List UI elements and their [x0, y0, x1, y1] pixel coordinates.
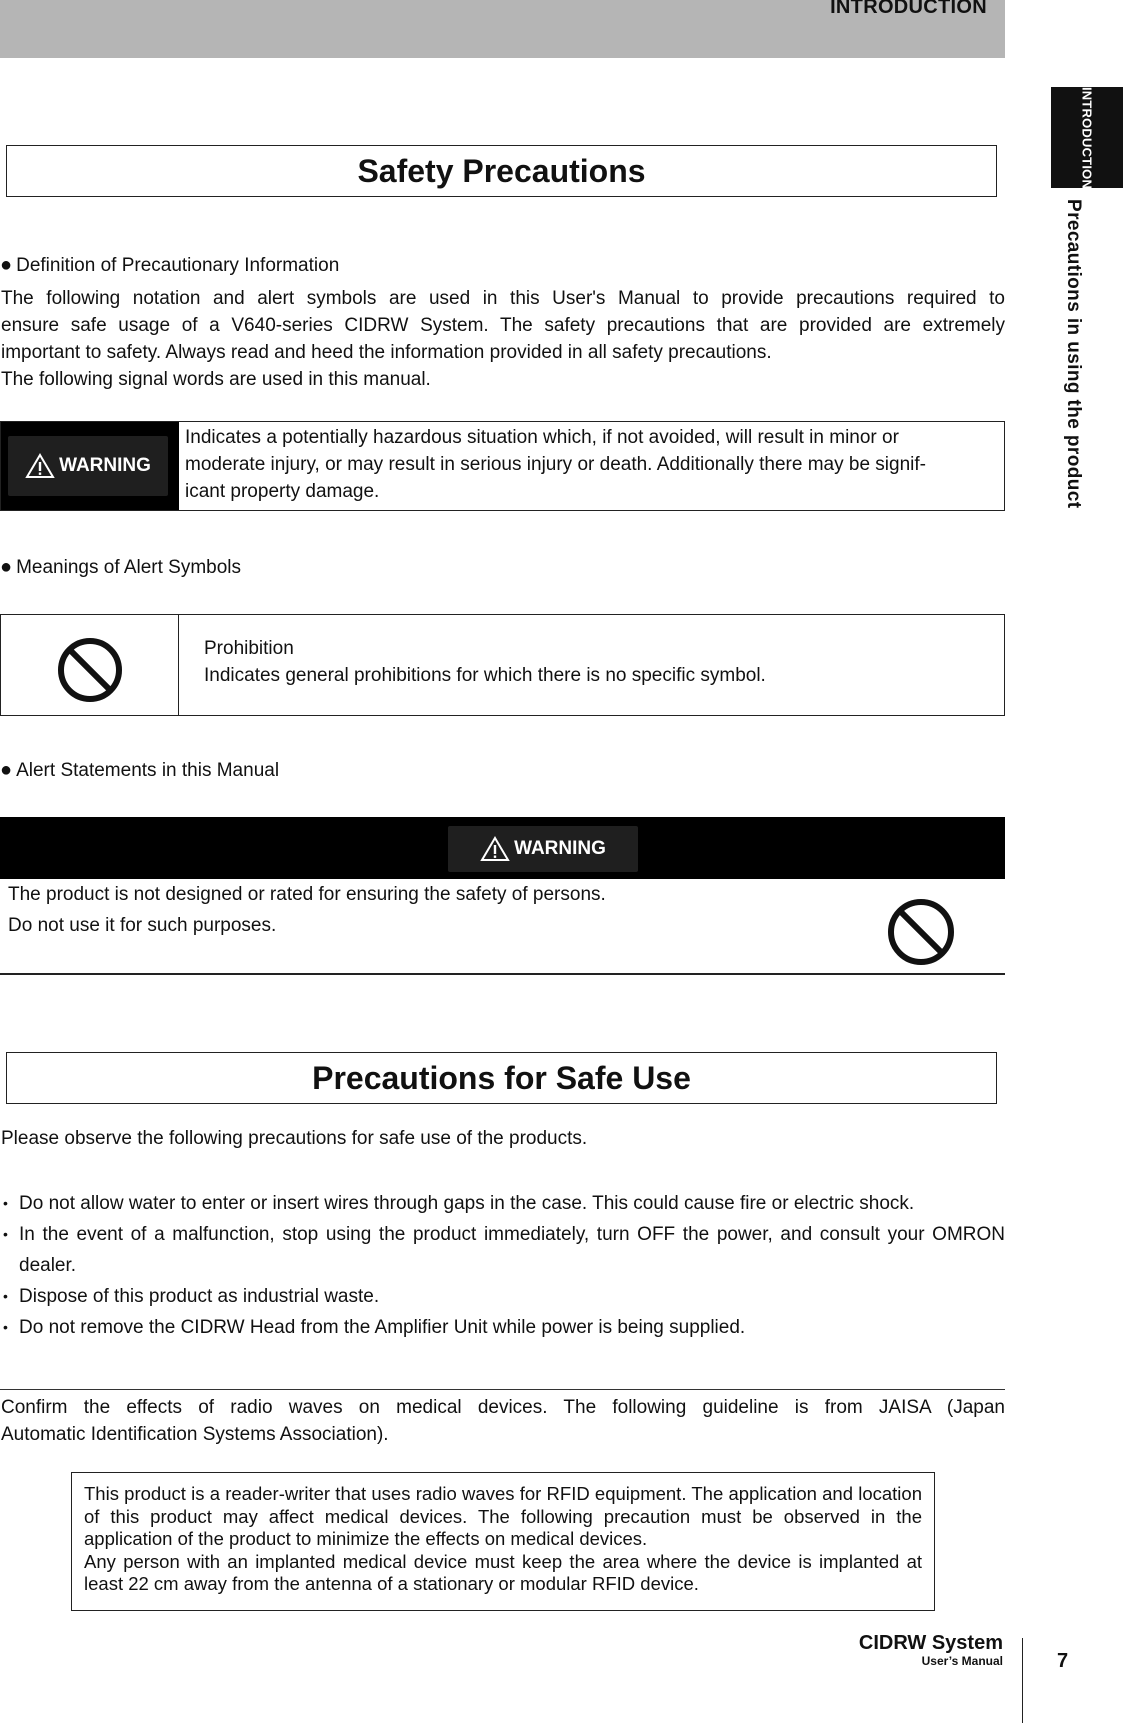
side-tab: [1051, 87, 1123, 188]
notice-paragraph: This product is a reader-writer that uses radio waves for RFID equipment. The application and location of this product may affect medical devices. The following precaution must be observed in the application of the product to minimize the effects on medical devices.: [84, 1483, 922, 1550]
black-circle-bullet-icon: ●: [0, 254, 13, 276]
radio-waves-paragraph: Confirm the effects of radio waves on medical devices. The following guideline is from JAISA (Japan Automatic Identification Systems Association).: [1, 1397, 1005, 1445]
alert-symbol-table: [0, 614, 1005, 716]
footer-manual: User’s Manual: [921, 1654, 1003, 1668]
footer-divider: [1022, 1638, 1023, 1723]
safe-use-list: [1, 1188, 1005, 1343]
safe-use-title: Precautions for Safe Use: [6, 1052, 997, 1104]
signal-word-cell: [1, 422, 179, 510]
alert-symbols-heading: ● Meanings of Alert Symbols: [0, 556, 242, 578]
black-circle-bullet-icon: ●: [0, 759, 13, 781]
footer-product: CIDRW System: [858, 1632, 1003, 1654]
black-circle-bullet-icon: ●: [0, 556, 13, 578]
divider: [0, 1389, 1005, 1390]
list-item: • Do not allow water to enter or insert wires through gaps in the case. This could cause fire or electric shock.: [1, 1188, 1005, 1219]
list-item: • Do not remove the CIDRW Head from the Amplifier Unit while power is being supplied.: [1, 1312, 1005, 1343]
definition-paragraph: [1, 285, 1005, 393]
definition-line: ensure safe usage of a V640-series CIDRW System. The safety precautions that are provided are extremely: [1, 315, 1005, 336]
warning-definition: Indicates a potentially hazardous situation which, if not avoided, will result in minor or moderate injury, or may result in serious injury or death. Additionally there may be signif- icant property damage.: [185, 427, 926, 502]
header-title: INTRODUCTION: [830, 0, 987, 18]
warning-triangle-icon: [25, 453, 55, 479]
divider: [0, 973, 1005, 975]
medical-device-notice-box: [71, 1472, 935, 1611]
prohibition-description: [204, 635, 766, 689]
warning-triangle-icon: [480, 836, 510, 862]
definition-line: important to safety. Always read and heed the information provided in all safety precautions.: [1, 342, 772, 363]
symbol-cell: [1, 615, 179, 715]
definition-heading: ● Definition of Precautionary Information: [0, 254, 340, 276]
prohibition-icon: [887, 898, 955, 966]
notice-paragraph: Any person with an implanted medical device must keep the area where the device is implanted at least 22 cm away from the antenna of a stationary or modular RFID device.: [84, 1550, 922, 1595]
safety-precautions-title: Safety Precautions: [6, 145, 997, 197]
alert-statement-text: The product is not designed or rated for ensuring the safety of persons. Do not use it for such purposes.: [8, 884, 606, 936]
side-tab-label: INTRODUCTION: [1079, 86, 1095, 189]
list-item: • In the event of a malfunction, stop using the product immediately, turn OFF the power, and consult your OMRON dealer.: [1, 1219, 1005, 1281]
alert-statements-heading: ● Alert Statements in this Manual: [0, 759, 280, 781]
list-item: • Dispose of this product as industrial waste.: [1, 1281, 1005, 1312]
prohibition-title: Prohibition: [204, 638, 294, 659]
signal-words-line: The following signal words are used in this manual.: [1, 369, 431, 390]
warning-badge: WARNING: [448, 826, 638, 872]
alert-warning-bar: [0, 817, 1005, 879]
signal-word-table: [0, 421, 1005, 511]
prohibition-icon: [57, 637, 123, 703]
warning-badge: WARNING: [8, 436, 168, 496]
definition-line: The following notation and alert symbols are used in this User's Manual to provide precautions required to: [1, 288, 1005, 309]
page-number: 7: [1057, 1650, 1069, 1672]
safe-use-intro: Please observe the following precautions for safe use of the products.: [1, 1128, 588, 1149]
prohibition-text: Indicates general prohibitions for which there is no specific symbol.: [204, 665, 766, 686]
side-section-title: Precautions in using the product: [1063, 199, 1084, 509]
